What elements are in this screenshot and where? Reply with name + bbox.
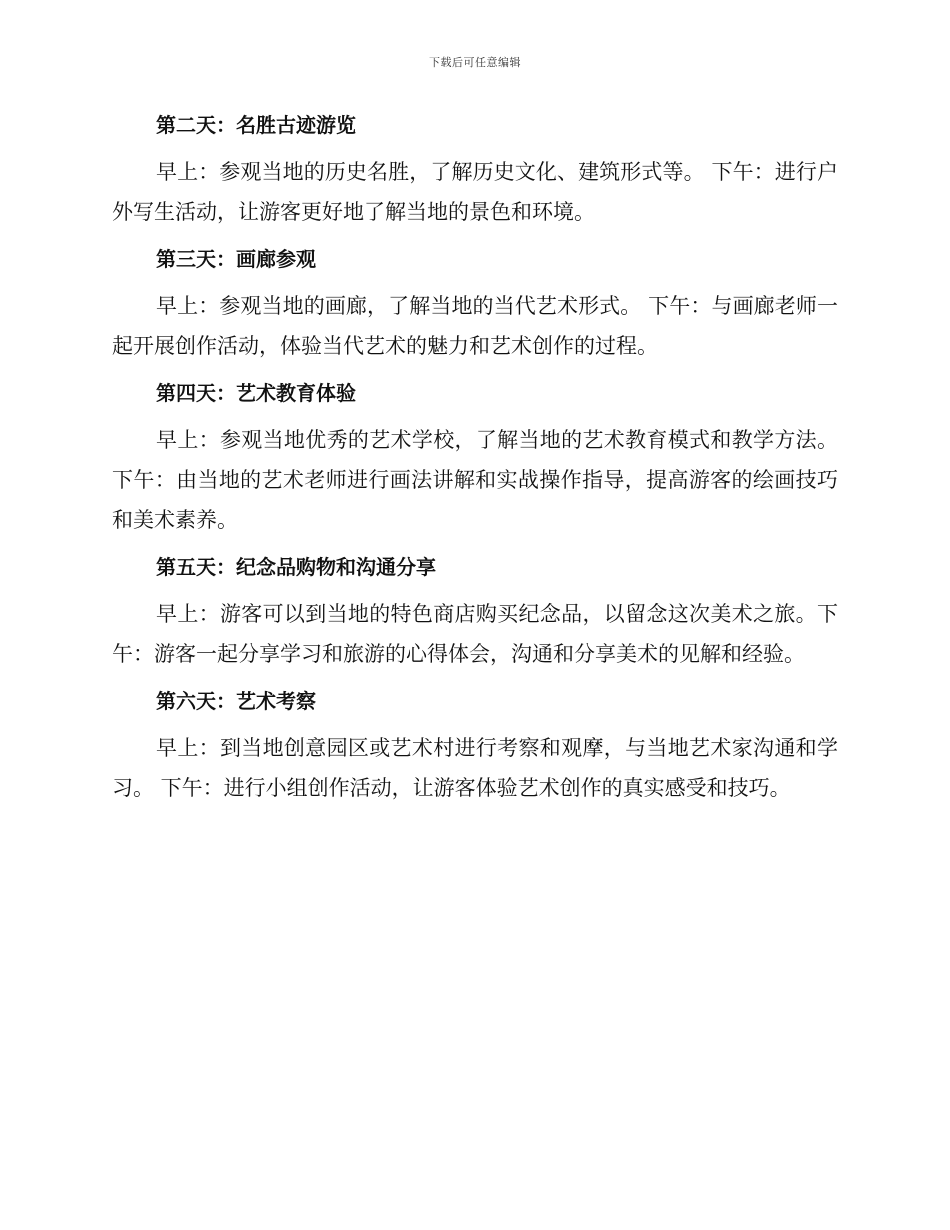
section-body: 早上：到当地创意园区或艺术村进行考察和观摩，与当地艺术家沟通和学习。 下午：进行小组创作活动，让游客体验艺术创作的真实感受和技巧。	[112, 736, 838, 800]
section-body: 早上：参观当地优秀的艺术学校，了解当地的艺术教育模式和教学方法。 下午：由当地的艺术老师进行画法讲解和实战操作指导，提高游客的绘画技巧和美术素养。	[112, 428, 838, 532]
section-day-6	[112, 684, 838, 808]
section-heading: 第四天：艺术教育体验	[156, 381, 356, 405]
section-heading: 第五天：纪念品购物和沟通分享	[156, 555, 436, 579]
section-heading: 第六天：艺术考察	[156, 689, 316, 713]
section-heading: 第二天：名胜古迹游览	[156, 113, 356, 137]
header-note: 下载后可任意编辑	[429, 56, 521, 69]
section-day-5	[112, 550, 838, 674]
section-body: 早上：参观当地的画廊，了解当地的当代艺术形式。 下午：与画廊老师一起开展创作活动，体验当代艺术的魅力和艺术创作的过程。	[112, 294, 838, 358]
section-day-4	[112, 376, 838, 540]
section-heading: 第三天：画廊参观	[156, 247, 316, 271]
section-day-3	[112, 242, 838, 366]
section-body: 早上：游客可以到当地的特色商店购买纪念品，以留念这次美术之旅。下午：游客一起分享学习和旅游的心得体会，沟通和分享美术的见解和经验。	[112, 602, 838, 666]
section-day-2	[112, 108, 838, 232]
section-body: 早上：参观当地的历史名胜，了解历史文化、建筑形式等。 下午：进行户外写生活动，让游客更好地了解当地的景色和环境。	[112, 160, 838, 224]
document-content	[112, 108, 838, 818]
